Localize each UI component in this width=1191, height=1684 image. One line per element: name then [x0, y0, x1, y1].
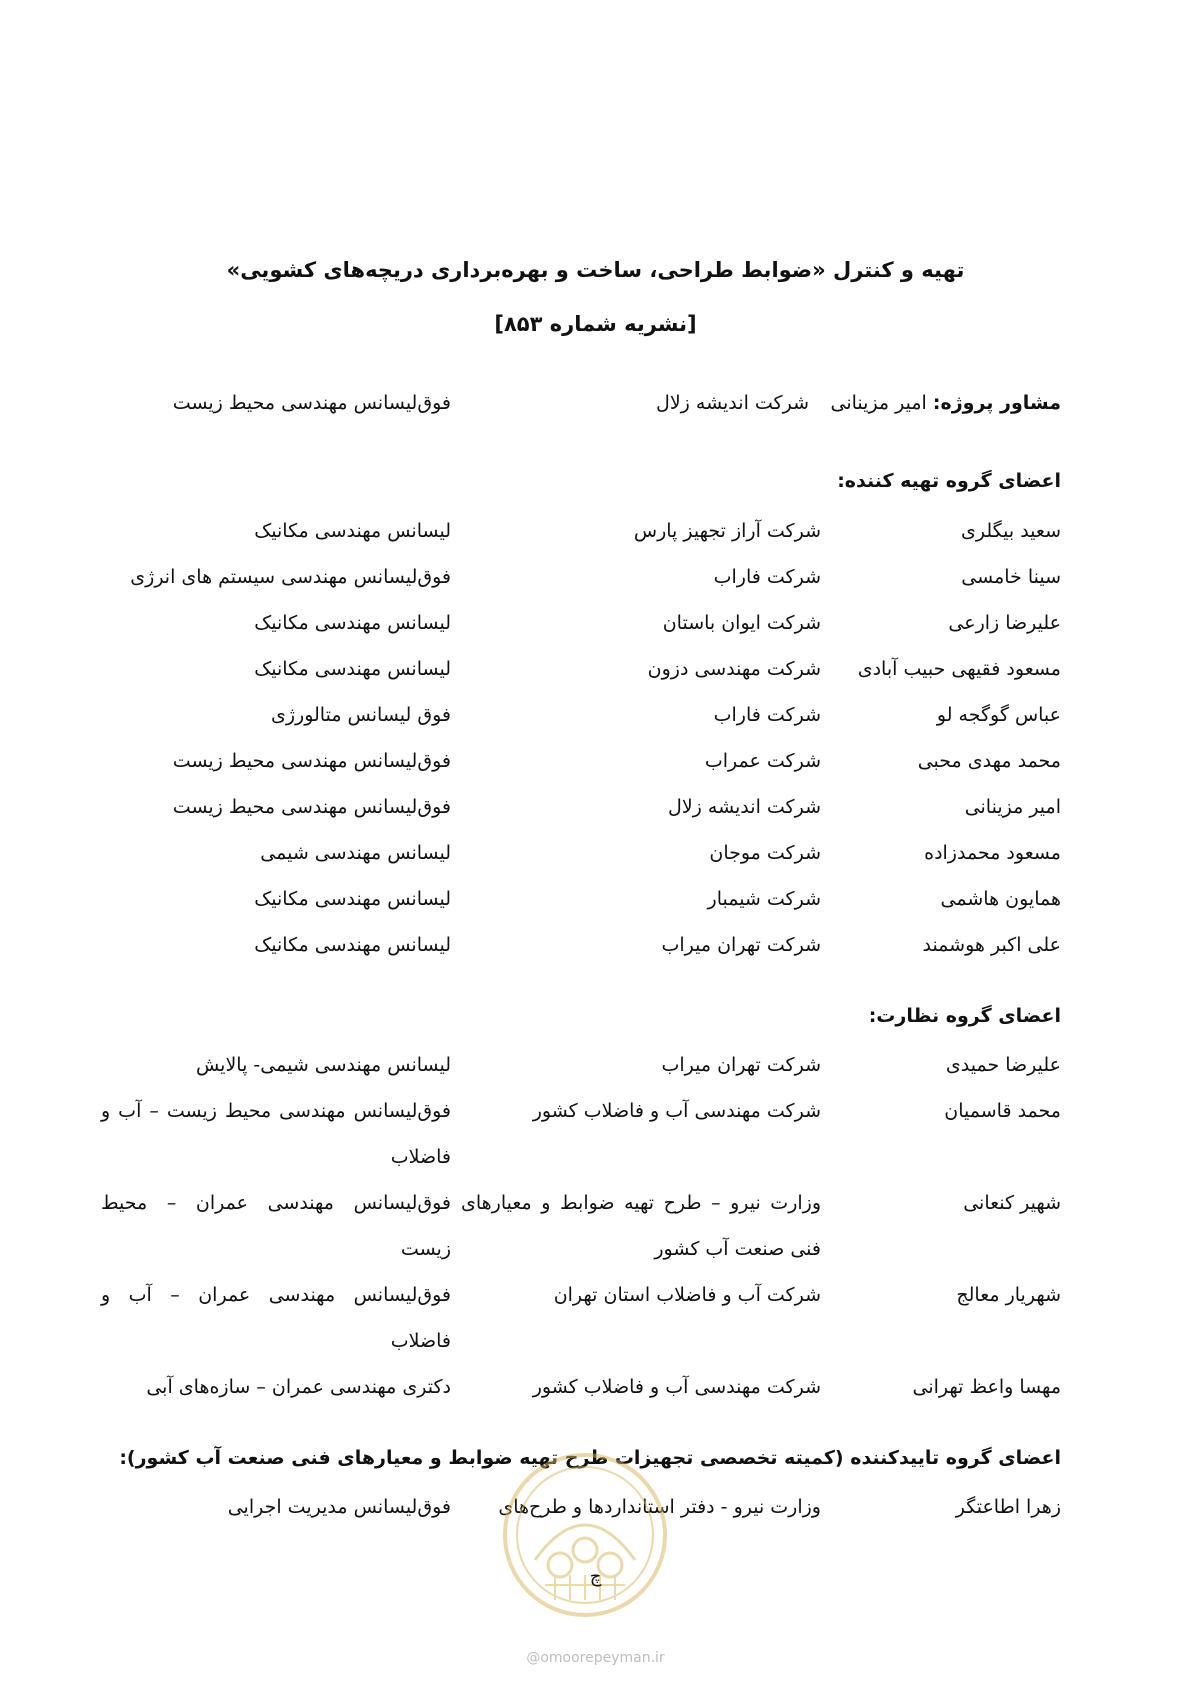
- member-name: علیرضا حمیدی: [945, 1054, 1061, 1076]
- consultant-org: شرکت اندیشه زلال: [656, 392, 809, 414]
- member-org: شرکت شیمبار: [707, 888, 821, 910]
- member-name: شهیر کنعانی: [963, 1192, 1061, 1214]
- member-degree: فوق‌لیسانس مدیریت اجرایی: [227, 1496, 451, 1518]
- member-org: وزارت نیرو - دفتر استانداردها و طرح‌های: [498, 1496, 821, 1518]
- member-name: علی اکبر هوشمند: [922, 934, 1061, 956]
- member-degree: فوق‌لیسانس مهندسی عمران – آب و فاضلاب: [101, 1284, 451, 1352]
- member-name: مهسا واعظ تهرانی: [912, 1376, 1061, 1398]
- consultant-name-cell: [831, 380, 1061, 426]
- member-degree: لیسانس مهندسی مکانیک: [254, 520, 451, 542]
- member-org: شرکت مهندسی دزون: [647, 658, 821, 680]
- member-name: محمد مهدی محبی: [917, 750, 1061, 772]
- member-org: شرکت مهندسی آب و فاضلاب کشور: [532, 1100, 821, 1122]
- member-degree: فوق‌لیسانس مهندسی عمران – محیط زیست: [101, 1192, 451, 1260]
- member-org: شرکت آراز تجهیز پارس: [633, 520, 821, 542]
- approvers-heading: اعضای گروه تاییدکننده (کمیته تخصصی تجهیزات طرح تهیه ضوابط و معیارهای فنی صنعت آب کشور):: [119, 1447, 1061, 1469]
- member-org: وزارت نیرو – طرح تهیه ضوابط و معیارهای فنی صنعت آب کشور: [461, 1192, 821, 1260]
- member-name: همایون هاشمی: [940, 888, 1061, 910]
- member-name: زهرا اطاعتگر: [955, 1496, 1061, 1518]
- publication-number: [نشریه شماره ۸۵۳]: [494, 312, 697, 336]
- member-org: شرکت فاراب: [713, 566, 821, 588]
- member-degree: دکتری مهندسی عمران – سازه‌های آبی: [146, 1376, 451, 1398]
- consultant-name: امیر مزینانی: [830, 392, 927, 414]
- member-degree: لیسانس مهندسی مکانیک: [254, 658, 451, 680]
- watermark-seal-icon: [500, 1450, 670, 1620]
- member-name: مسعود محمدزاده: [924, 842, 1061, 864]
- member-org: شرکت مهندسی آب و فاضلاب کشور: [532, 1376, 821, 1398]
- member-degree: فوق‌لیسانس مهندسی سیستم های انرژی: [130, 566, 451, 588]
- member-org: شرکت آب و فاضلاب استان تهران: [553, 1284, 821, 1306]
- member-name: محمد قاسمیان: [944, 1100, 1061, 1122]
- member-org: شرکت تهران میراب: [661, 934, 821, 956]
- member-name: علیرضا زارعی: [948, 612, 1061, 634]
- consultant-label: مشاور پروژه:: [932, 392, 1061, 414]
- member-degree: لیسانس مهندسی مکانیک: [254, 612, 451, 634]
- preparers-heading: اعضای گروه تهیه کننده:: [837, 470, 1061, 492]
- member-name: سعید بیگلری: [961, 520, 1061, 542]
- member-degree: فوق‌لیسانس مهندسی محیط زیست: [172, 750, 451, 772]
- member-org: شرکت تهران میراب: [661, 1054, 821, 1076]
- consultant-degree: فوق‌لیسانس مهندسی محیط زیست: [172, 392, 451, 414]
- member-degree: فوق لیسانس متالورژی: [270, 704, 451, 726]
- member-name: امیر مزینانی: [964, 796, 1061, 818]
- member-degree: لیسانس مهندسی مکانیک: [254, 934, 451, 956]
- member-org: شرکت اندیشه زلال: [668, 796, 821, 818]
- member-org: شرکت فاراب: [713, 704, 821, 726]
- watermark-url: @omoorepeyman.ir: [526, 1650, 665, 1666]
- member-name: شهریار معالج: [956, 1284, 1061, 1306]
- member-degree: لیسانس مهندسی شیمی: [260, 842, 451, 864]
- supervisors-heading: اعضای گروه نظارت:: [868, 1005, 1061, 1027]
- member-name: عباس گوگجه لو: [936, 704, 1061, 726]
- member-degree: لیسانس مهندسی شیمی- پالایش: [195, 1054, 451, 1076]
- member-degree: فوق‌لیسانس مهندسی محیط زیست – آب و فاضلاب: [101, 1100, 451, 1168]
- member-name: سینا خامسی: [961, 566, 1061, 588]
- page-number: چ: [589, 1566, 602, 1587]
- member-degree: فوق‌لیسانس مهندسی محیط زیست: [172, 796, 451, 818]
- member-degree: لیسانس مهندسی مکانیک: [254, 888, 451, 910]
- member-org: شرکت ایوان باستان: [662, 612, 821, 634]
- member-name: مسعود فقیهی حبیب آبادی: [857, 658, 1061, 680]
- member-org: شرکت موجان: [709, 842, 821, 864]
- member-org: شرکت عمراب: [704, 750, 821, 772]
- document-title: تهیه و کنترل «ضوابط طراحی، ساخت و بهره‌برداری دریچه‌های کشویی»: [226, 258, 965, 282]
